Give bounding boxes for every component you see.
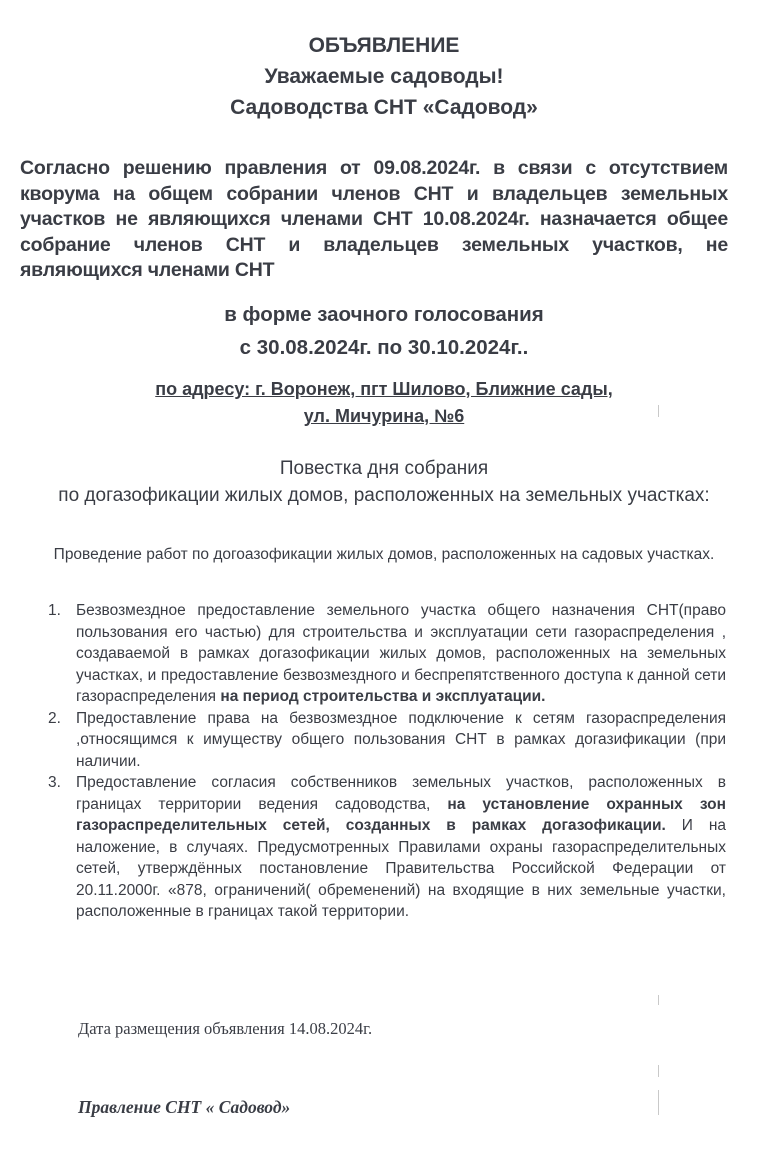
item-bold-text: на установление охранных зон газораспределительных сетей, созданных в рамках догазофикации. [76,795,726,834]
organization-name: Садоводства СНТ «Садовод» [230,96,538,119]
item-bold-text: на период строительства и эксплуатации. [220,688,546,705]
agenda-heading [0,456,768,509]
agenda-items [20,600,726,923]
item-number: 1. [48,602,61,619]
agenda-item [48,772,726,923]
agenda-item [48,708,726,773]
agenda-subtitle: по догазофикации жилых домов, расположенных на земельных участках: [58,484,710,506]
item-number: 3. [48,774,61,791]
voting-info [0,298,768,364]
meeting-address [0,376,768,430]
address-line-1: по адресу: г. Воронеж, пгт Шилово, Ближние сады, [155,379,613,399]
address-line-2: ул. Мичурина, №6 [303,406,465,426]
scan-artifact [658,995,659,1005]
document-header [0,30,768,123]
signature: Правление СНТ « Садовод» [78,1097,291,1117]
item-text: Предоставление согласия собственников земельных участков, расположенных в границах территории ведения садоводства, [76,774,726,813]
item-text: Безвозмездное предоставление земельного участка общего назначения СНТ(право пользования его частью) для строительства и эксплуатации сети газораспределения , создаваемой в рамках догазофикации жилых домов, расположенных на земельных участках, и предоставление безвозмездного и беспрепятственного доступа к данной сети газораспределения [76,602,726,705]
item-tail-text: И на наложение, в случаях. Предусмотренных Правилами охраны газораспределительных сетей, утверждённых постановление Правительства Российской Федерации от 20.11.2000г. «878, ограничений( обременений) на входящие в них земельные участки, расположенные в границах такой территории. [76,817,726,920]
document-title: ОБЪЯВЛЕНИЕ [308,34,460,57]
item-text: Предоставление права на безвозмездное подключение к сетям газораспределения ,относящимся к имуществу общего пользования СНТ в рамках догазификации (при наличии. [76,709,726,770]
voting-form: в форме заочного голосования [224,303,544,326]
scan-artifact [658,1065,659,1077]
posting-date: Дата размещения объявления 14.08.2024г. [78,1019,373,1038]
greeting: Уважаемые садоводы! [264,65,504,88]
item-number: 2. [48,709,61,727]
agenda-item [48,600,726,708]
agenda-title: Повестка дня собрания [279,458,489,479]
scan-artifact [658,405,659,417]
agenda-description: Проведение работ по догоазофикации жилых домов, расположенных на садовых участках. [53,546,715,563]
scan-artifact [658,1090,659,1115]
voting-period: с 30.08.2024г. по 30.10.2024г.. [239,336,529,359]
intro-paragraph: Согласно решению правления от 09.08.2024г. в связи с отсутствием кворума на общем собрании членов СНТ и владельцев земельных участков не являющихся членами СНТ 10.08.2024г. назначается общее собрание членов СНТ и владельцев земельных участков, не являющихся членами СНТ [20,157,728,281]
